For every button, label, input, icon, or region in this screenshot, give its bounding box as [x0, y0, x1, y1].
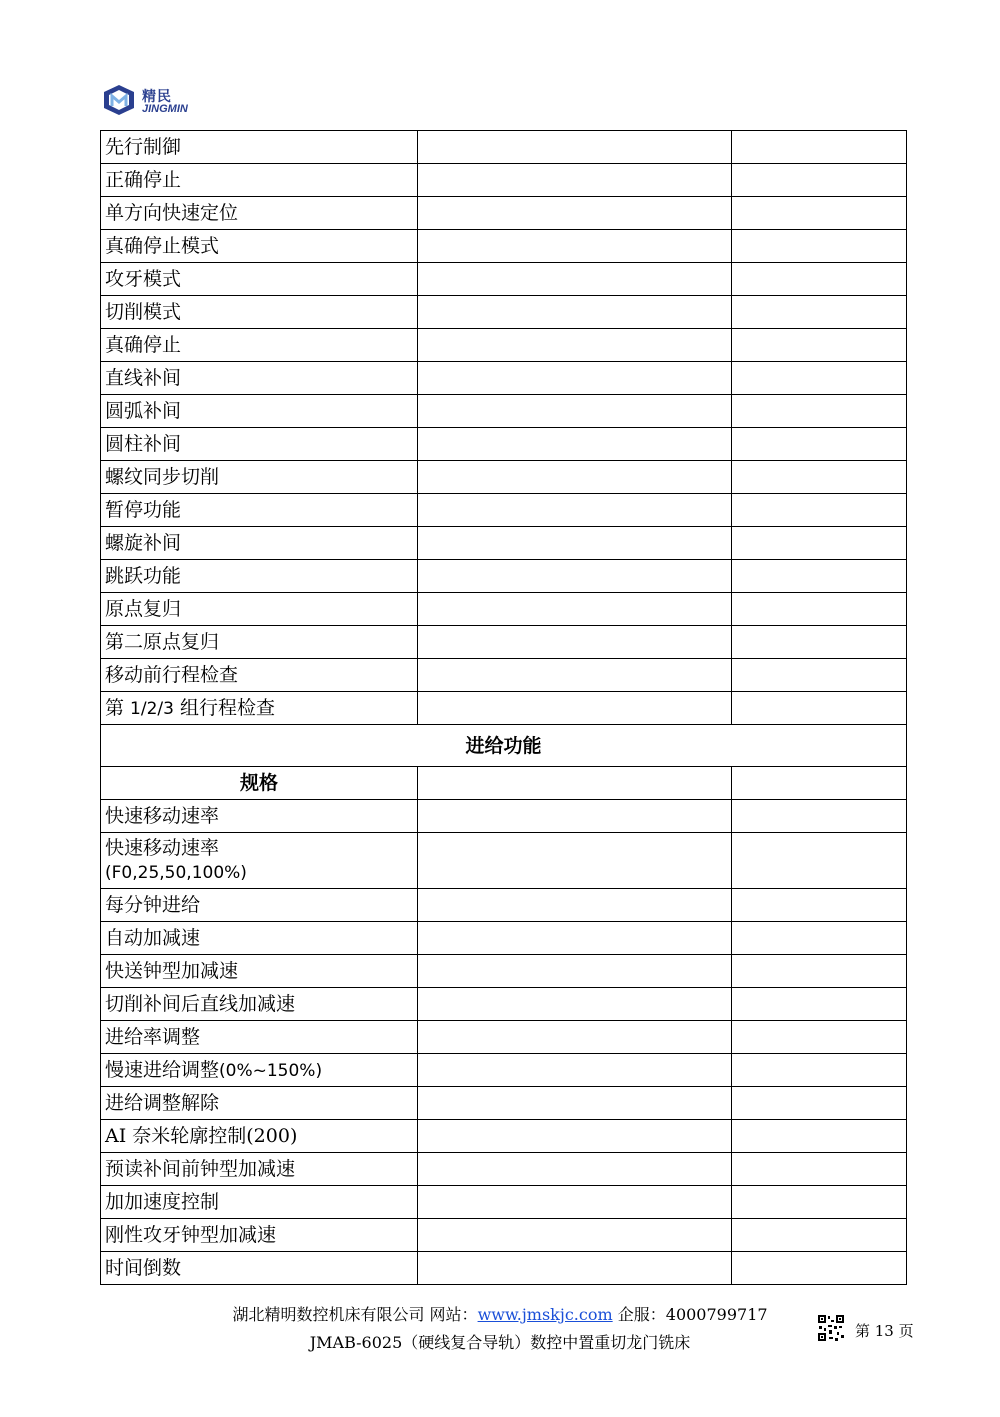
feed-spec-label: 快速移动速率	[105, 805, 220, 827]
table-cell	[418, 1186, 732, 1219]
table-cell	[418, 428, 732, 461]
table-cell	[732, 922, 907, 955]
qr-code-icon	[817, 1314, 845, 1342]
table-cell	[418, 988, 732, 1021]
table-row	[101, 230, 907, 263]
table-cell	[418, 1219, 732, 1252]
function-name: 单方向快速定位	[101, 197, 418, 230]
jingmin-logo-icon	[100, 84, 138, 116]
feed-spec-label: 时间倒数	[105, 1257, 182, 1279]
feed-spec-name	[101, 955, 418, 988]
feed-spec-label: AI 奈米轮廓控制(200)	[105, 1125, 298, 1147]
table-cell	[732, 833, 907, 889]
table-cell	[732, 263, 907, 296]
table-cell	[418, 626, 732, 659]
table-row	[101, 955, 907, 988]
table-cell	[732, 1252, 907, 1285]
table-cell	[732, 428, 907, 461]
function-name: 直线补间	[101, 362, 418, 395]
feed-spec-name	[101, 1021, 418, 1054]
function-name: 移动前行程检查	[101, 659, 418, 692]
table-cell	[418, 197, 732, 230]
table-row	[101, 1120, 907, 1153]
table-cell	[418, 131, 732, 164]
feed-spec-name	[101, 1252, 418, 1285]
feed-spec-label: 预读补间前钟型加减速	[105, 1158, 296, 1180]
table-cell	[418, 767, 732, 800]
table-cell	[418, 494, 732, 527]
table-cell	[418, 461, 732, 494]
spec-header-row	[101, 767, 907, 800]
table-cell	[732, 659, 907, 692]
feed-spec-label: 自动加减速	[105, 927, 201, 949]
table-cell	[418, 1252, 732, 1285]
table-cell	[418, 527, 732, 560]
feed-spec-name	[101, 833, 418, 889]
table-row	[101, 197, 907, 230]
table-cell	[418, 800, 732, 833]
function-name-prefix: 第	[105, 696, 131, 719]
footer-model-line: JMAB-6025（硬线复合导轨）数控中置重切龙门铣床	[309, 1333, 691, 1352]
table-cell	[732, 800, 907, 833]
table-cell	[732, 494, 907, 527]
table-cell	[732, 131, 907, 164]
table-cell	[418, 164, 732, 197]
function-name-suffix: 组行程检查	[173, 696, 275, 719]
table-row	[101, 988, 907, 1021]
page-number: 第 13 页	[855, 1322, 914, 1340]
table-row	[101, 461, 907, 494]
table-cell	[418, 263, 732, 296]
table-cell	[418, 593, 732, 626]
feed-spec-label: 进给调整解除	[105, 1092, 220, 1114]
table-row	[101, 626, 907, 659]
footer-company-line	[0, 1302, 1000, 1325]
table-cell	[418, 692, 732, 725]
logo-english-text: JINGMIN	[142, 103, 188, 115]
section-title: 进给功能	[101, 725, 907, 767]
table-row	[101, 593, 907, 626]
feed-spec-label: 每分钟进给	[105, 894, 201, 916]
table-cell	[732, 889, 907, 922]
table-row	[101, 1054, 907, 1087]
table-cell	[732, 296, 907, 329]
feed-spec-name	[101, 988, 418, 1021]
function-name: 螺纹同步切削	[101, 461, 418, 494]
spec-header: 规格	[101, 767, 418, 800]
feed-spec-label: 切削补间后直线加减速	[105, 993, 296, 1015]
feed-spec-name	[101, 1153, 418, 1186]
feed-spec-label: 进给率调整	[105, 1026, 201, 1048]
table-cell	[732, 230, 907, 263]
table-row	[101, 833, 907, 889]
footer-company: 湖北精明数控机床有限公司	[232, 1305, 425, 1324]
feed-spec-name	[101, 889, 418, 922]
table-row	[101, 692, 907, 725]
table-cell	[732, 560, 907, 593]
table-cell	[418, 560, 732, 593]
table-cell	[418, 362, 732, 395]
table-cell	[418, 296, 732, 329]
table-cell	[732, 988, 907, 1021]
feed-spec-label: 慢速进给调整	[105, 1058, 220, 1081]
table-row	[101, 263, 907, 296]
table-row	[101, 527, 907, 560]
table-cell	[418, 329, 732, 362]
table-cell	[732, 461, 907, 494]
feed-spec-label: 刚性攻牙钟型加减速	[105, 1224, 277, 1246]
table-row	[101, 659, 907, 692]
table-row	[101, 164, 907, 197]
table-row	[101, 1186, 907, 1219]
table-row	[101, 1252, 907, 1285]
table-cell	[418, 833, 732, 889]
table-row	[101, 922, 907, 955]
table-cell	[732, 626, 907, 659]
logo-chinese-text: 精民	[142, 89, 172, 105]
table-cell	[732, 1054, 907, 1087]
table-cell	[418, 1153, 732, 1186]
feed-spec-label: 快速移动速率	[105, 837, 220, 859]
table-cell	[732, 164, 907, 197]
function-name: 真确停止	[101, 329, 418, 362]
function-name: 第二原点复归	[101, 626, 418, 659]
table-cell	[418, 955, 732, 988]
function-name: 跳跃功能	[101, 560, 418, 593]
function-name: 圆柱补间	[101, 428, 418, 461]
section-row	[101, 725, 907, 767]
table-row	[101, 428, 907, 461]
footer-site-label: 网站：	[429, 1305, 478, 1324]
table-cell	[732, 692, 907, 725]
feed-spec-name	[101, 1120, 418, 1153]
feed-spec-range: (0%~150%)	[219, 1060, 323, 1081]
function-name: 圆弧补间	[101, 395, 418, 428]
table-cell	[418, 1120, 732, 1153]
function-name: 攻牙模式	[101, 263, 418, 296]
table-cell	[732, 1153, 907, 1186]
table-row	[101, 494, 907, 527]
company-logo	[100, 84, 210, 118]
table-cell	[732, 1087, 907, 1120]
table-row	[101, 800, 907, 833]
footer-service-phone: 4000799717	[665, 1305, 768, 1324]
table-cell	[732, 527, 907, 560]
function-name: 原点复归	[101, 593, 418, 626]
feed-spec-name	[101, 800, 418, 833]
table-cell	[732, 1021, 907, 1054]
table-cell	[418, 1054, 732, 1087]
function-name-value: 1/2/3	[130, 698, 174, 719]
table-cell	[418, 395, 732, 428]
table-row	[101, 329, 907, 362]
feed-spec-name	[101, 1219, 418, 1252]
table-row	[101, 1021, 907, 1054]
table-row	[101, 1087, 907, 1120]
table-cell	[732, 767, 907, 800]
table-cell	[732, 955, 907, 988]
footer-service-label: 企服：	[617, 1305, 666, 1324]
table-cell	[732, 395, 907, 428]
table-row	[101, 1153, 907, 1186]
function-name	[101, 692, 418, 725]
feed-spec-name	[101, 922, 418, 955]
table-row	[101, 362, 907, 395]
table-cell	[418, 1021, 732, 1054]
feed-spec-name	[101, 1186, 418, 1219]
table-cell	[732, 329, 907, 362]
table-row	[101, 889, 907, 922]
table-cell	[418, 922, 732, 955]
feed-spec-range: (F0,25,50,100%)	[105, 863, 247, 883]
table-row	[101, 395, 907, 428]
table-row	[101, 1219, 907, 1252]
table-cell	[732, 593, 907, 626]
function-name: 暂停功能	[101, 494, 418, 527]
table-row	[101, 131, 907, 164]
table-cell	[732, 362, 907, 395]
function-name: 真确停止模式	[101, 230, 418, 263]
table-row	[101, 560, 907, 593]
function-name: 螺旋补间	[101, 527, 418, 560]
feed-spec-label: 快送钟型加减速	[105, 960, 239, 982]
table-cell	[418, 889, 732, 922]
table-cell	[418, 230, 732, 263]
table-row	[101, 296, 907, 329]
table-cell	[732, 1186, 907, 1219]
function-name: 切削模式	[101, 296, 418, 329]
table-cell	[732, 197, 907, 230]
table-cell	[732, 1120, 907, 1153]
feed-spec-name	[101, 1087, 418, 1120]
feed-spec-name	[101, 1054, 418, 1087]
function-name: 正确停止	[101, 164, 418, 197]
function-name: 先行制御	[101, 131, 418, 164]
website-link[interactable]: www.jmskjc.com	[477, 1305, 613, 1324]
specification-table	[100, 130, 907, 1285]
table-cell	[418, 1087, 732, 1120]
table-cell	[732, 1219, 907, 1252]
feed-spec-label: 加加速度控制	[105, 1191, 220, 1213]
table-cell	[418, 659, 732, 692]
